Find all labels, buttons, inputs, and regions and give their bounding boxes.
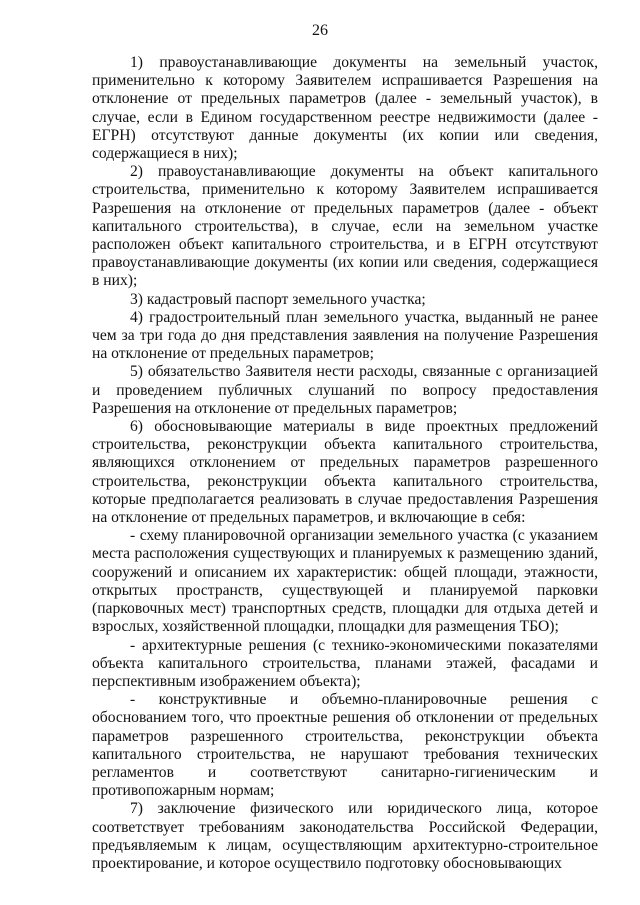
paragraph-item-4: 4) градостроительный план земельного участка, выданный не ранее чем за три года до дня представления заявления на получение Разрешения на отклонение от предельных параметров; xyxy=(92,308,598,363)
paragraph-subitem-scheme: - схему планировочной организации земельного участка (с указанием места расположения существующих и планируемых к размещению зданий, сооружений и описанием их характеристик: общей площади, этажности, открытых пространств, существующей и планируемой парковки (парковочных мест) транспортных средств, площадки для отдыха детей и взрослых, хозяйственной площадки, площадки для размещения ТБО); xyxy=(92,527,598,636)
document-body xyxy=(92,54,598,896)
paragraph-item-3: 3) кадастровый паспорт земельного участка; xyxy=(130,290,426,308)
paragraph-item-1: 1) правоустанавливающие документы на земельный участок, применительно к которому Заявителем испрашивается Разрешения на отклонение от предельных параметров (далее - земельный участок), в случае, если в Едином государственном реестре недвижимости (далее - ЕГРН) отсутствуют данные документы (их копии или сведения, содержащиеся в них); xyxy=(92,54,598,163)
paragraph-item-7: 7) заключение физического или юридического лица, которое соответствует требованиям законодательства Российской Федерации, предъявляемым к лицам, осуществляющим архитектурно-строительное проектирование, и которое осуществило подготовку обосновывающих xyxy=(92,800,598,872)
page-number: 26 xyxy=(312,22,328,39)
paragraph-subitem-architecture: - архитектурные решения (с технико-экономическими показателями объекта капитального строительства, планами этажей, фасадами и перспективным изображением объекта); xyxy=(92,636,598,690)
paragraph-item-6: 6) обосновывающие материалы в виде проектных предложений строительства, реконструкции объекта капитального строительства, являющихся отклонением от предельных параметров разрешенного строительства, реконструкции объекта капитального строительства, которые предполагается реализовать в случае предоставления Разрешения на отклонение от предельных параметров, и включающие в себя: xyxy=(92,418,598,527)
paragraph-subitem-construction: - конструктивные и объемно-планировочные решения с обоснованием того, что проектные решения об отклонении от предельных параметров разрешенного строительства, реконструкции объекта капитального строительства, не нарушают требования технических регламентов и соответствуют санитарно-гигиеническим и противопожарным нормам; xyxy=(92,691,598,800)
paragraph-item-2: 2) правоустанавливающие документы на объект капитального строительства, применительно к которому Заявителем испрашивается Разрешения на отклонение от предельных параметров (далее - объект капитального строительства), в случае, если на земельном участке расположен объект капитального строительства, и в ЕГРН отсутствуют правоустанавливающие документы (их копии или сведения, содержащиеся в них); xyxy=(92,163,598,290)
paragraph-item-5: 5) обязательство Заявителя нести расходы, связанные с организацией и проведением публичных слушаний по вопросу предоставления Разрешения на отклонение от предельных параметров; xyxy=(92,363,598,417)
